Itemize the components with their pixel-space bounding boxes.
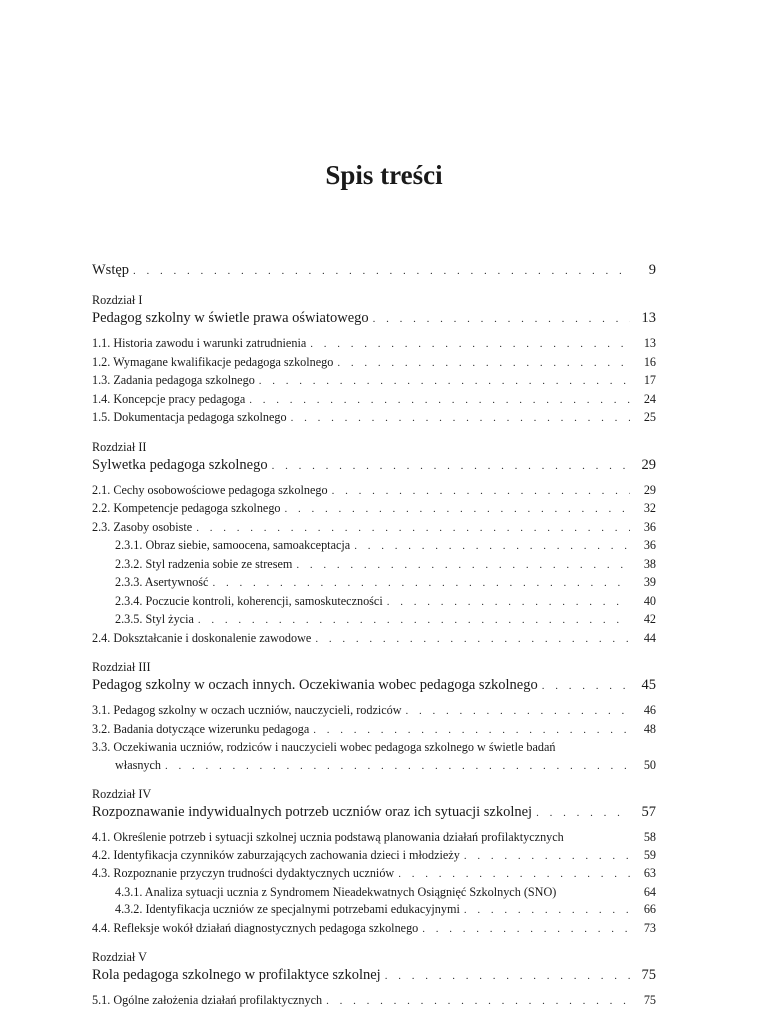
chapter-heading	[92, 675, 656, 696]
leader-dots	[337, 355, 630, 373]
toc-subsection	[92, 901, 656, 920]
toc-entry-page: 46	[630, 702, 656, 720]
toc-intro-page: 9	[630, 260, 656, 280]
toc-entry-page: 17	[630, 372, 656, 390]
toc-section	[92, 739, 656, 757]
leader-dots	[249, 392, 630, 410]
leader-dots	[196, 520, 630, 538]
chapter-page: 13	[630, 308, 656, 328]
chapter-title: Pedagog szkolny w świetle prawa oświatowego	[92, 308, 373, 328]
chapter-heading	[92, 455, 656, 476]
toc-section	[92, 829, 656, 847]
toc-section	[92, 847, 656, 866]
toc-section	[92, 391, 656, 410]
toc-entry-page: 24	[630, 391, 656, 409]
toc-entry-page: 44	[630, 630, 656, 648]
toc-section	[92, 865, 656, 884]
toc-entry-text: 3.1. Pedagog szkolny w oczach uczniów, nauczycieli, rodziców	[92, 702, 406, 720]
toc-entry-text: 1.2. Wymagane kwalifikacje pedagoga szkolnego	[92, 354, 337, 372]
toc-subsection	[92, 593, 656, 612]
leader-dots	[464, 902, 630, 920]
leader-dots	[272, 456, 630, 476]
leader-dots	[387, 594, 630, 612]
toc-entry-page: 50	[630, 757, 656, 775]
toc-section	[92, 519, 656, 538]
toc-entry-text: 2.3.5. Styl życia	[115, 611, 198, 629]
chapter-label: Rozdział III	[92, 660, 151, 674]
toc-entry-page: 75	[630, 992, 656, 1010]
chapter-title: Rozpoznawanie indywidualnych potrzeb uczniów oraz ich sytuacji szkolnej	[92, 802, 536, 822]
leader-dots	[354, 538, 630, 556]
toc-intro	[92, 260, 656, 281]
toc-entry-text: 4.1. Określenie potrzeb i sytuacji szkolnej ucznia podstawą planowania działań profilaktycznych	[92, 829, 630, 847]
toc-entry-page: 29	[630, 482, 656, 500]
toc-subsection	[92, 611, 656, 630]
toc-section	[92, 992, 656, 1011]
leader-dots	[373, 309, 630, 329]
toc-section	[92, 482, 656, 501]
toc-subsection	[92, 537, 656, 556]
leader-dots	[259, 373, 630, 391]
chapter-list	[92, 292, 656, 1011]
toc-entry-text: 1.5. Dokumentacja pedagoga szkolnego	[92, 409, 291, 427]
leader-dots	[536, 803, 630, 823]
toc-entry-text: 2.1. Cechy osobowościowe pedagoga szkolnego	[92, 482, 332, 500]
leader-dots	[165, 758, 630, 776]
toc-entry-page: 66	[630, 901, 656, 919]
toc-subsection	[92, 884, 656, 902]
leader-dots	[291, 410, 630, 428]
toc-section	[92, 500, 656, 519]
toc-section	[92, 630, 656, 649]
toc-entry-text: 3.3. Oczekiwania uczniów, rodziców i nauczycieli wobec pedagoga szkolnego w świetle badań	[92, 739, 630, 757]
toc-entry-text: własnych	[115, 757, 165, 775]
toc-entry-text: 4.3. Rozpoznanie przyczyn trudności dydaktycznych uczniów	[92, 865, 398, 883]
toc-entry-text: 2.3. Zasoby osobiste	[92, 519, 196, 537]
leader-dots	[285, 501, 630, 519]
toc-entry-text: 4.3.1. Analiza sytuacji ucznia z Syndromem Nieadekwatnych Osiągnięć Szkolnych (SNO)	[115, 884, 630, 902]
chapter-page: 75	[630, 965, 656, 985]
chapter-label: Rozdział I	[92, 293, 143, 307]
leader-dots	[296, 557, 630, 575]
leader-dots	[422, 921, 630, 939]
toc-entry-page: 58	[630, 829, 656, 847]
leader-dots	[542, 676, 630, 696]
leader-dots	[385, 966, 630, 986]
toc-intro-text: Wstęp	[92, 260, 133, 280]
chapter-title: Pedagog szkolny w oczach innych. Oczekiwania wobec pedagoga szkolnego	[92, 675, 542, 695]
toc-entry-text: 4.3.2. Identyfikacja uczniów ze specjalnymi potrzebami edukacyjnymi	[115, 901, 464, 919]
toc-section	[92, 920, 656, 939]
toc-entry-page: 48	[630, 721, 656, 739]
toc-entry-text: 2.3.1. Obraz siebie, samoocena, samoakceptacja	[115, 537, 354, 555]
leader-dots	[315, 631, 630, 649]
chapter-label: Rozdział V	[92, 950, 147, 964]
toc-entry-page: 59	[630, 847, 656, 865]
toc-entry-page: 39	[630, 574, 656, 592]
leader-dots	[198, 612, 630, 630]
toc-entry-text: 4.2. Identyfikacja czynników zaburzających zachowania dzieci i młodzieży	[92, 847, 464, 865]
leader-dots	[326, 993, 630, 1011]
leader-dots	[464, 848, 630, 866]
table-of-contents	[92, 260, 656, 1011]
toc-entry-text: 1.1. Historia zawodu i warunki zatrudnienia	[92, 335, 310, 353]
toc-entry-page: 38	[630, 556, 656, 574]
toc-entry-page: 64	[630, 884, 656, 902]
chapter-page: 57	[630, 802, 656, 822]
toc-entry-page: 25	[630, 409, 656, 427]
toc-subsection	[92, 556, 656, 575]
chapter-title: Rola pedagoga szkolnego w profilaktyce szkolnej	[92, 965, 385, 985]
toc-entry-page: 73	[630, 920, 656, 938]
toc-entry-text: 2.3.3. Asertywność	[115, 574, 212, 592]
chapter-heading	[92, 802, 656, 823]
toc-entry-page: 16	[630, 354, 656, 372]
toc-entry-text: 2.3.4. Poczucie kontroli, koherencji, samoskuteczności	[115, 593, 387, 611]
leader-dots	[398, 866, 630, 884]
toc-entry-page: 40	[630, 593, 656, 611]
page-title: Spis treści	[325, 160, 443, 190]
chapter-heading	[92, 965, 656, 986]
leader-dots	[310, 336, 630, 354]
toc-section	[92, 702, 656, 721]
toc-entry-text: 5.1. Ogólne założenia działań profilaktycznych	[92, 992, 326, 1010]
toc-section	[92, 335, 656, 354]
toc-section	[92, 409, 656, 428]
toc-section	[92, 354, 656, 373]
leader-dots	[332, 483, 630, 501]
toc-entry-page: 32	[630, 500, 656, 518]
leader-dots	[212, 575, 630, 593]
toc-entry-page: 42	[630, 611, 656, 629]
toc-section	[92, 757, 656, 776]
toc-entry-text: 3.2. Badania dotyczące wizerunku pedagoga	[92, 721, 313, 739]
toc-subsection	[92, 574, 656, 593]
chapter-label: Rozdział II	[92, 439, 147, 454]
toc-entry-page: 36	[630, 519, 656, 537]
chapter-page: 29	[630, 455, 656, 475]
toc-entry-text: 2.4. Dokształcanie i doskonalenie zawodowe	[92, 630, 315, 648]
leader-dots	[133, 261, 630, 281]
leader-dots	[406, 703, 630, 721]
toc-entry-page: 63	[630, 865, 656, 883]
toc-entry-text: 1.4. Koncepcje pracy pedagoga	[92, 391, 249, 409]
toc-section	[92, 721, 656, 740]
chapter-title: Sylwetka pedagoga szkolnego	[92, 455, 272, 475]
toc-entry-text: 2.3.2. Styl radzenia sobie ze stresem	[115, 556, 296, 574]
toc-section	[92, 372, 656, 391]
chapter-label: Rozdział IV	[92, 787, 152, 801]
chapter-heading	[92, 308, 656, 329]
leader-dots	[313, 722, 630, 740]
toc-entry-page: 36	[630, 537, 656, 555]
toc-entry-text: 4.4. Refleksje wokół działań diagnostycznych pedagoga szkolnego	[92, 920, 422, 938]
toc-entry-page: 13	[630, 335, 656, 353]
toc-entry-text: 1.3. Zadania pedagoga szkolnego	[92, 372, 259, 390]
chapter-page: 45	[630, 675, 656, 695]
toc-entry-text: 2.2. Kompetencje pedagoga szkolnego	[92, 500, 285, 518]
